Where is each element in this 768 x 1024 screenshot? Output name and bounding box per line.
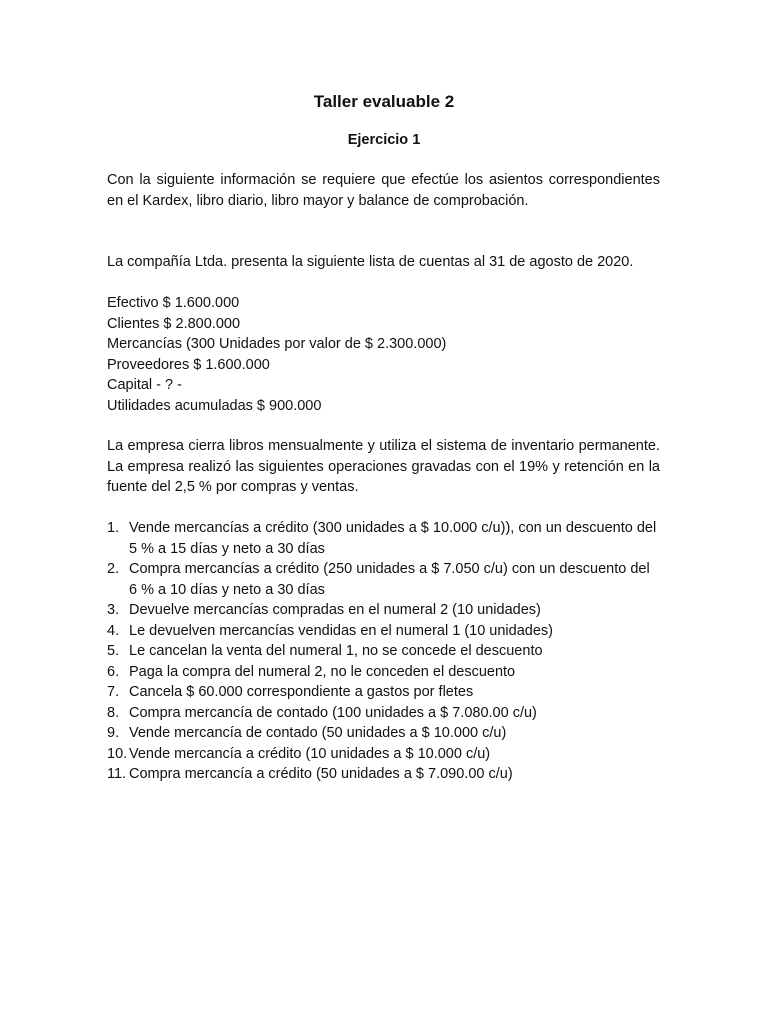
operation-number: 8. xyxy=(107,704,120,721)
exercise-heading: Ejercicio 1 xyxy=(347,132,421,148)
operation-text: Compra mercancía de contado (100 unidades a $ 7.080.00 c/u) xyxy=(129,704,537,721)
operation-number: 1. xyxy=(107,520,120,536)
account-item: Proveedores $ 1.600.000 xyxy=(107,356,270,373)
operation-item xyxy=(107,621,660,642)
document-title: Taller evaluable 2 xyxy=(313,92,455,111)
account-item: Capital - ? - xyxy=(107,377,182,393)
operation-item xyxy=(107,600,660,621)
operation-item xyxy=(107,518,660,559)
operation-text: Le devuelven mercancías vendidas en el numeral 1 (10 unidades) xyxy=(129,622,553,639)
policy-paragraph: La empresa cierra libros mensualmente y utiliza el sistema de inventario permanente. La empresa realizó las siguientes operaciones gravadas con el 19% y retención en la fuente del 2,5 % por compras y ventas. xyxy=(107,438,660,495)
operation-item xyxy=(107,559,660,600)
operation-number: 4. xyxy=(107,622,120,639)
operation-text: Le cancelan la venta del numeral 1, no se concede el descuento xyxy=(129,643,543,659)
operation-text: Devuelve mercancías compradas en el numeral 2 (10 unidades) xyxy=(129,602,541,618)
operations-list xyxy=(107,518,660,785)
operation-item xyxy=(107,764,660,785)
operation-text: Paga la compra del numeral 2, no le conceden el descuento xyxy=(129,663,516,680)
operation-text: Cancela $ 60.000 correspondiente a gastos por fletes xyxy=(129,684,474,700)
operation-item xyxy=(107,744,660,765)
operation-text: Vende mercancías a crédito (300 unidades a $ 10.000 c/u)), con un descuento del 5 % a 15 días y neto a 30 días xyxy=(129,520,657,557)
operation-number: 5. xyxy=(107,643,120,659)
operation-text: Vende mercancía de contado (50 unidades a $ 10.000 c/u) xyxy=(129,725,507,741)
operation-number: 10. xyxy=(107,745,128,762)
operation-number: 9. xyxy=(107,725,120,741)
operation-number: 3. xyxy=(107,602,120,618)
account-item: Mercancías (300 Unidades por valor de $ 2.300.000) xyxy=(107,336,447,352)
operation-number: 11. xyxy=(107,766,127,782)
intro-paragraph: Con la siguiente información se requiere que efectúe los asientos correspondientes en el Kardex, libro diario, libro mayor y balance de comprobación. xyxy=(107,172,660,209)
operation-item xyxy=(107,662,660,683)
operation-number: 7. xyxy=(107,684,120,700)
account-item: Utilidades acumuladas $ 900.000 xyxy=(107,397,322,414)
operation-text: Vende mercancía a crédito (10 unidades a $ 10.000 c/u) xyxy=(129,745,491,762)
operation-item xyxy=(107,703,660,724)
operation-item xyxy=(107,723,660,744)
operation-number: 2. xyxy=(107,561,120,577)
company-line: La compañía Ltda. presenta la siguiente lista de cuentas al 31 de agosto de 2020. xyxy=(107,254,634,270)
operation-text: Compra mercancía a crédito (50 unidades a $ 7.090.00 c/u) xyxy=(129,766,513,782)
operation-text: Compra mercancías a crédito (250 unidades a $ 7.050 c/u) con un descuento del 6 % a 10 días y neto a 30 días xyxy=(129,561,650,598)
operation-item xyxy=(107,641,660,662)
account-item: Clientes $ 2.800.000 xyxy=(107,315,241,332)
operation-number: 6. xyxy=(107,663,120,680)
operation-item xyxy=(107,682,660,703)
account-item: Efectivo $ 1.600.000 xyxy=(107,295,240,311)
accounts-list xyxy=(107,293,660,416)
